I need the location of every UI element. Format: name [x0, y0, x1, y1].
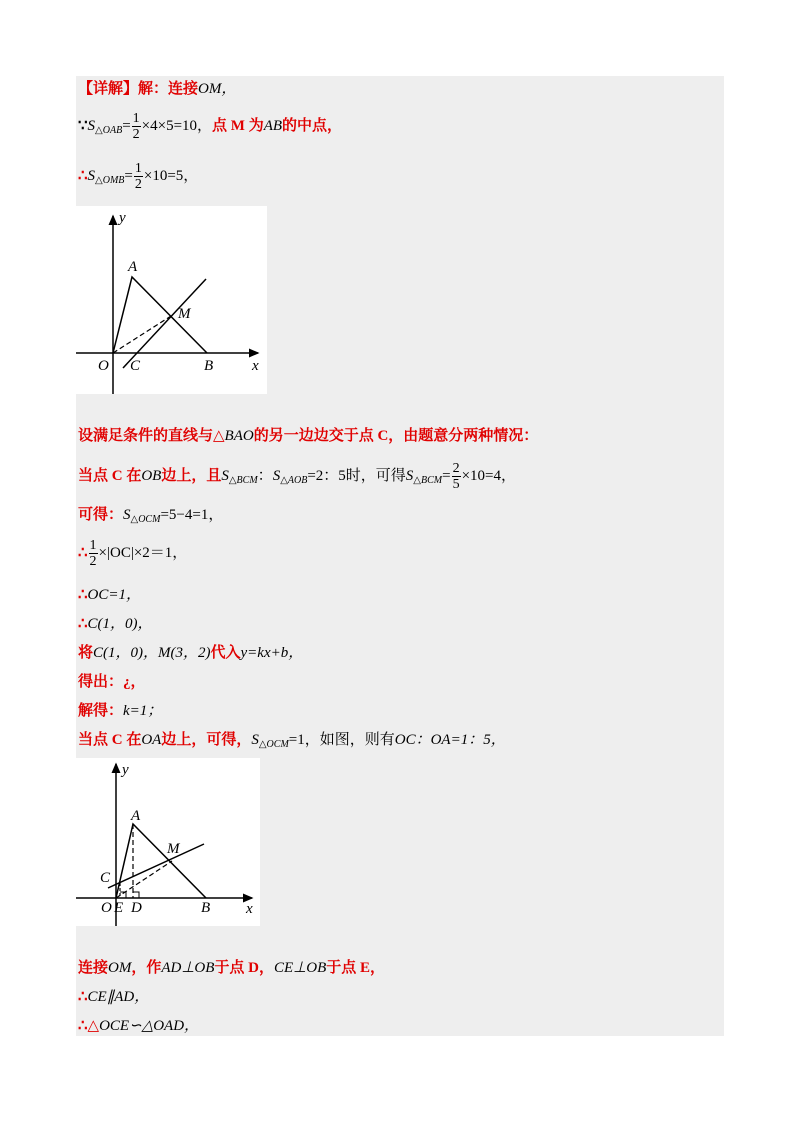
coordinate-figure-1 [76, 206, 267, 394]
case-text: =1，如图，则有 [288, 732, 395, 748]
label-m: M [178, 306, 191, 322]
line-solve [78, 701, 162, 721]
triangle-oab [116, 824, 206, 898]
label-x: x [252, 358, 259, 374]
label-x: x [246, 901, 253, 917]
area-symbol: S [272, 468, 281, 484]
line-text: 于点 E， [326, 960, 386, 976]
label-c: C [130, 358, 141, 374]
label-c: C [100, 870, 111, 886]
numerator: 2 [452, 461, 460, 477]
numerator: 1 [89, 538, 97, 554]
segment-om: OM [108, 960, 132, 976]
fraction-half [134, 161, 143, 192]
area-subscript: △AOB [280, 475, 308, 486]
area-subscript: △BCM [228, 475, 258, 486]
midpoint-text-end: 的中点， [282, 118, 343, 134]
expression: OC=1， [87, 587, 142, 603]
case-text: 当点 C 在 [78, 732, 142, 748]
line-case-oa [78, 730, 506, 755]
segment-ab: AB [263, 118, 283, 134]
numerator: 1 [134, 161, 142, 177]
line-substitute [78, 643, 303, 663]
triangle-bao: BAO [224, 428, 254, 444]
midpoint-text: 点 M 为 [212, 118, 264, 134]
area-symbol: S [87, 168, 96, 184]
fraction-half [89, 538, 98, 569]
label-a: A [131, 808, 141, 824]
expression: ×4×5=10， [141, 118, 213, 134]
case-text: 当点 C 在 [78, 468, 142, 484]
because-symbol: ∵ [78, 118, 88, 134]
case-text: 边上，且 [161, 468, 222, 484]
perpendicular-ce: CE⊥OB [274, 960, 327, 976]
numerator: 1 [132, 111, 140, 127]
expression: =5−4=1， [160, 507, 224, 523]
line-similar [78, 1016, 199, 1036]
points: C(1，0)，M(3，2) [93, 645, 211, 661]
right-angle-d [133, 892, 139, 898]
area-symbol: S [123, 507, 131, 523]
cases-intro-rest: 的另一边边交于点 C，由题意分两种情况： [253, 428, 539, 444]
equals: = [122, 118, 131, 134]
area-subscript: △OAB [95, 125, 123, 136]
line-c-point [78, 614, 153, 634]
equals: = [442, 468, 451, 484]
label-y: y [119, 210, 126, 226]
denominator: 2 [134, 177, 142, 193]
ratio-text: =2：5时，可得 [307, 468, 406, 484]
expression: OCE∽△OAD， [99, 1018, 200, 1034]
line-text: 解得： [78, 703, 124, 719]
expression: k=1； [123, 703, 163, 719]
fraction-half [132, 111, 141, 142]
line-area-ocm [78, 505, 223, 530]
therefore-symbol: ∴ [78, 989, 88, 1005]
line-equation: y=kx+b， [240, 645, 304, 661]
line-cases-intro [78, 426, 538, 446]
line-area-omb [78, 160, 198, 197]
expression: ¿， [123, 674, 146, 690]
line-derive [78, 672, 146, 692]
area-symbol: S [87, 118, 96, 134]
figure-2 [76, 758, 260, 926]
area-symbol: S [405, 468, 414, 484]
equals: = [124, 168, 133, 184]
therefore-symbol: ∴△ [78, 1018, 100, 1034]
denominator: 2 [132, 127, 140, 143]
line-oc-value [78, 585, 141, 605]
denominator: 2 [89, 554, 97, 570]
label-b: B [204, 358, 214, 374]
line-oc-equation [78, 537, 187, 569]
line-text: ，作 [131, 960, 162, 976]
area-symbol: S [251, 732, 259, 748]
ratio: OC：OA=1：5， [394, 732, 506, 748]
case-text: 边上，可得， [161, 732, 252, 748]
denominator: 5 [452, 477, 460, 493]
area-symbol: S [221, 468, 229, 484]
area-subscript: △BCM [413, 475, 443, 486]
label-d: D [131, 900, 142, 916]
area-subscript: △OMB [95, 175, 125, 186]
line-cm [123, 279, 206, 368]
label-m: M [167, 841, 180, 857]
label-o: O [98, 358, 109, 374]
coordinate-figure-2 [76, 758, 260, 926]
line-area-oab [78, 110, 342, 147]
therefore-symbol: ∴ [78, 545, 88, 561]
segment-oa: OA [141, 732, 162, 748]
line-detail-heading [78, 79, 236, 99]
line-text: 将 [78, 645, 94, 661]
line-text: 得出： [78, 674, 124, 690]
therefore-symbol: ∴ [78, 616, 88, 632]
cases-intro-text: 设满足条件的直线与△ [78, 428, 225, 444]
area-subscript: △OCM [258, 739, 289, 750]
label-b: B [201, 900, 211, 916]
area-subscript: △OCM [130, 514, 161, 525]
segment-ob: OB [141, 468, 162, 484]
expression: ×|OC|×2＝1， [98, 545, 188, 561]
line-text: 代入 [210, 645, 241, 661]
perpendicular-ad: AD⊥OB [161, 960, 215, 976]
therefore-symbol: ∴ [78, 168, 88, 184]
label-e: E [114, 900, 124, 916]
label-y: y [122, 762, 129, 778]
heading-text: 【详解】解：连接 [78, 81, 199, 97]
line-text: 可得： [78, 507, 124, 523]
segment-om: OM， [198, 81, 237, 97]
figure-1 [76, 206, 267, 394]
label-a: A [128, 259, 138, 275]
expression: C(1，0)， [87, 616, 153, 632]
label-o: O [101, 900, 112, 916]
expression: CE∥AD， [87, 989, 150, 1005]
line-text: 于点 D， [214, 960, 275, 976]
line-construct [78, 958, 385, 978]
line-text: 连接 [78, 960, 109, 976]
triangle-oab [113, 277, 207, 353]
line-parallel [78, 987, 149, 1007]
colon: ： [257, 468, 273, 484]
fraction-two-fifths [452, 461, 461, 492]
line-case-ob [78, 460, 516, 497]
therefore-symbol: ∴ [78, 587, 88, 603]
expression: ×10=4， [461, 468, 516, 484]
expression: ×10=5， [143, 168, 199, 184]
